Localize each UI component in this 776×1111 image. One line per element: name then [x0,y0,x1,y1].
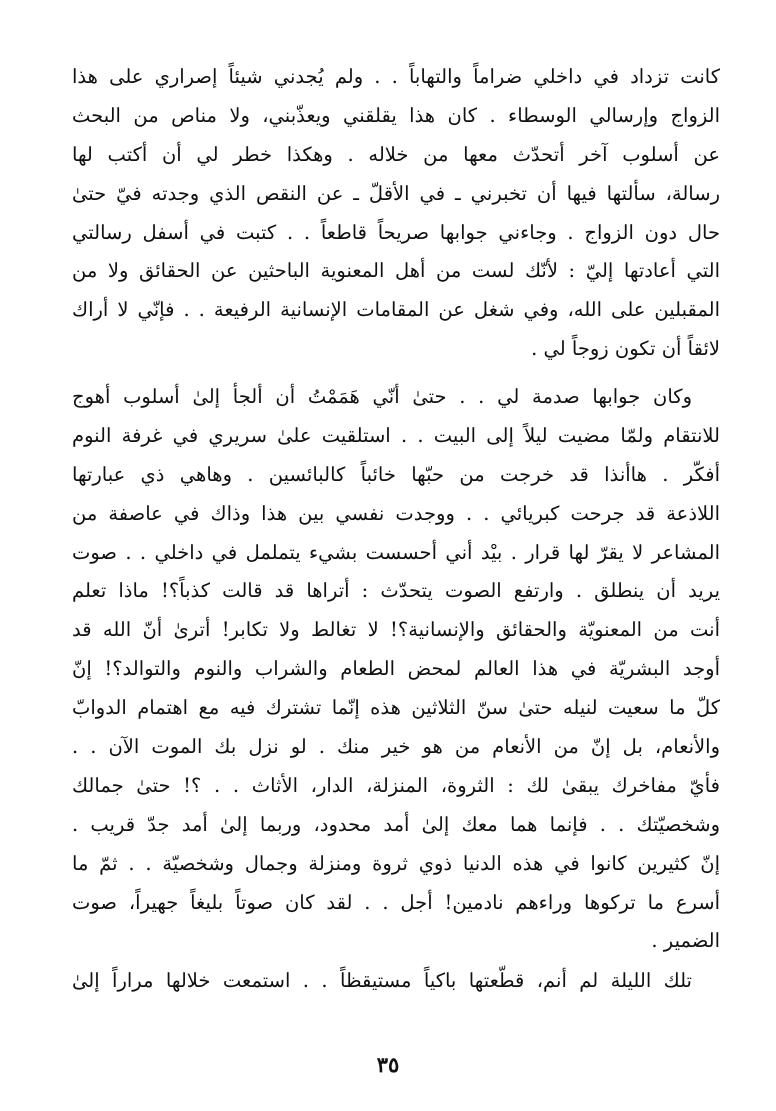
text-line: أوجد البشريّة في هذا العالم لمحض الطعام والشراب والنوم والتوالد؟! إنّ [72,657,720,681]
text-line: أسرع ما تركوها وراءهم نادمين! أجل . . لقد كان صوتاً بليغاً جهيراً، صوت [72,890,720,914]
text-line: إنّ كثيرين كانوا في هذه الدنيا ذوي ثروة ومنزلة وجمال وشخصيّة . . ثمّ ما [72,851,720,875]
text-line: الزواج وإرسالي الوسطاء . كان هذا يقلقني ويعذّبني، ولا مناص من البحث [72,103,720,127]
paragraph-3 [72,962,720,1001]
text-line-last: لائقاً أن تكون زوجاً لي . [531,337,720,361]
text-line: يريد أن ينطلق . وارتفع الصوت يتحدّث : أتراها قد قالت كذباً؟! ماذا تعلم [72,579,720,603]
page-number: ٣٥ [376,1052,400,1077]
paragraph-1 [72,58,720,369]
text-line-last: الضمير . [651,929,720,953]
text-line: حال دون الزواج . وجاءني جوابها صريحاً قاطعاً . . كتبت في أسفل رسالتي [72,220,720,244]
text-line: تلك الليلة لم أنم، قطّعتها باكياً مستيقظاً . . استمعت خلالها مراراً إلىٰ [72,969,692,992]
text-line: للانتقام ولمّا مضيت ليلاً إلى البيت . . استلقيت علىٰ سريري في غرفة النوم [72,423,720,447]
text-line: كلّ ما سعيت لنيله حتىٰ سنّ الثلاثين هذه إنّما تشترك فيه مع اهتمام الدوابّ [72,696,720,720]
text-line: أفكّر . هاأنذا قد خرجت من حبّها خائباً كالبائسين . وهاهي ذي عبارتها [72,462,720,486]
text-line: كانت تزداد في داخلي ضراماً والتهاباً . . ولم يُجدني شيئاً إصراري على هذا [72,65,720,88]
text-line: فأيّ مفاخرك يبقىٰ لك : الثروة، المنزلة، الدار، الأثاث . . ؟! حتىٰ جمالك [72,773,720,797]
paragraph-2 [72,378,720,961]
text-line: التي أعادتها إليّ : لأنّك لست من أهل المعنوية الباحثين عن الحقائق ولا من [72,259,720,283]
text-line: المقبلين على الله، وفي شغل عن المقامات الإنسانية الرفيعة . . فإنّي لا أراك [72,298,720,322]
text-line: وكان جوابها صدمة لي . . حتىٰ أنّي هَمَمْتُ أن ألجأ إلىٰ أسلوب أهوج [72,385,692,408]
text-line: وشخصيّتك . . فإنما هما معك إلىٰ أمد محدود، وربما إلىٰ أمد جدّ قريب . [72,812,720,836]
text-line: المشاعر لا يقرّ لها قرار . بيْد أني أحسست بشيء يتململ في داخلي . . صوت [72,540,720,564]
text-line: عن أسلوب آخر أتحدّث معها من خلاله . وهكذا خطر لي أن أكتب لها [72,142,720,166]
text-line: اللاذعة قد جرحت كبريائي . . ووجدت نفسي بين هذا وذاك في عاصفة من [72,501,720,525]
text-line: أنت من المعنويّة والحقائق والإنسانية؟! لا تغالط ولا تكابر! أترىٰ أنّ الله قد [72,618,720,642]
text-line: والأنعام، بل إنّ من الأنعام من هو خير منك . لو نزل بك الموت الآن . . [72,735,720,759]
text-line: رسالة، سألتها فيها أن تخبرني ـ في الأقلّ ـ عن النقص الذي وجدته فيّ حتىٰ [72,181,720,205]
